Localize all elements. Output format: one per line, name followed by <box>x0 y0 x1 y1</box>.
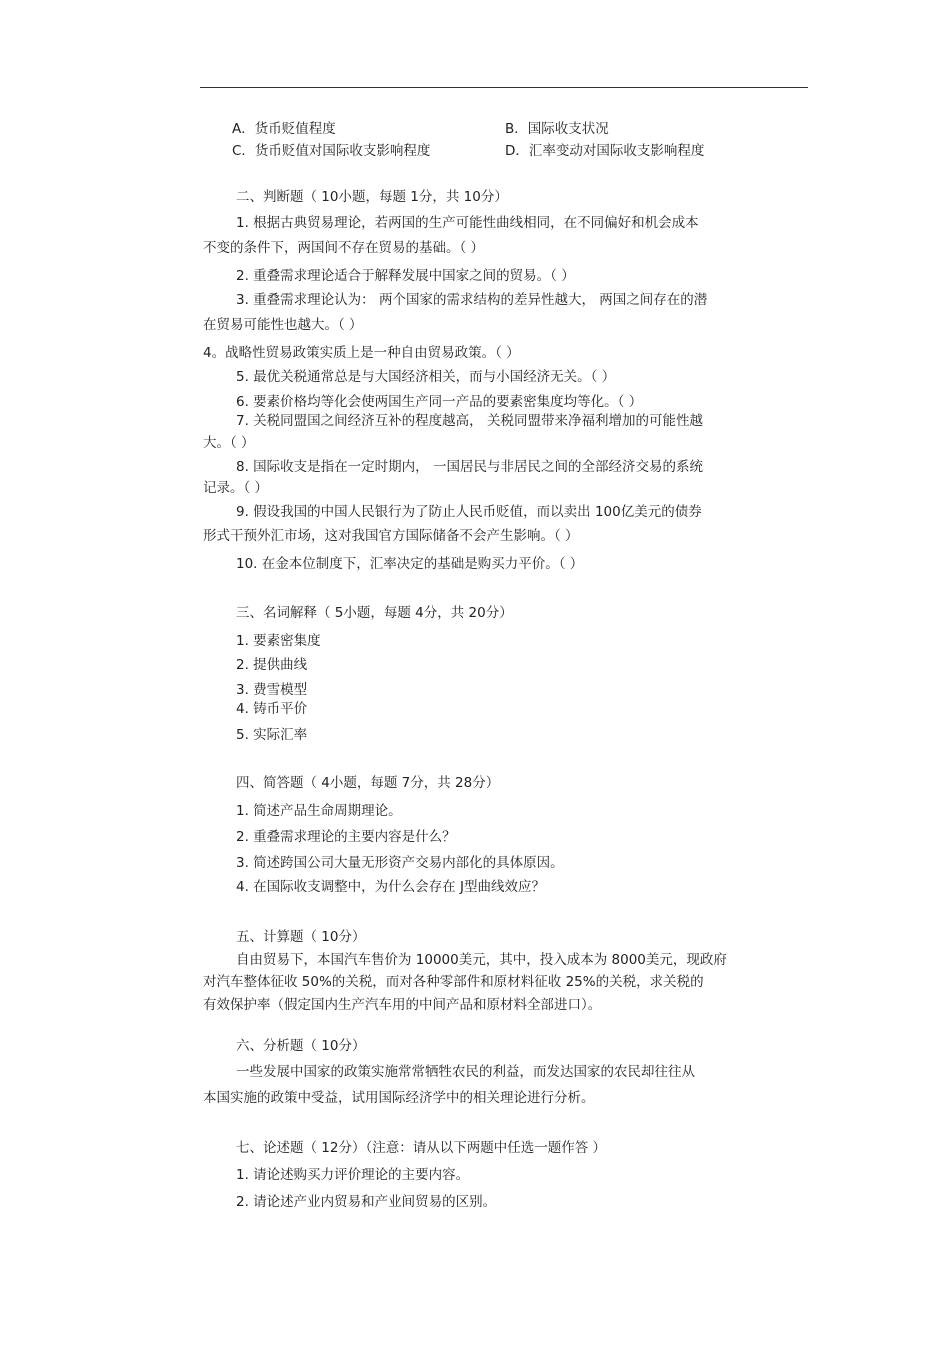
list-item: 4. 铸币平价 <box>236 701 308 717</box>
section7-heading: 七、论述题（ 12分）（注意：请从以下两题中任选一题作答 ） <box>236 1140 607 1156</box>
question-text: 9. 假设我国的中国人民银行为了防止人民币贬值，而以卖出 100亿美元的债券 <box>236 504 702 520</box>
paragraph-line: 一些发展中国家的政策实施常常牺牲农民的利益，而发达国家的农民却往往从 <box>236 1064 695 1080</box>
list-item: 3. 简述跨国公司大量无形资产交易内部化的具体原因。 <box>236 855 564 871</box>
list-item: 5. 实际汇率 <box>236 727 308 743</box>
question-text: 4。战略性贸易政策实质上是一种自由贸易政策。（ ） <box>203 345 520 361</box>
section3-heading: 三、名词解释（ 5小题，每题 4分，共 20分） <box>236 605 513 621</box>
question-text: 在贸易可能性也越大。（ ） <box>203 317 363 333</box>
question-text: 不变的条件下，两国间不存在贸易的基础。（ ） <box>203 240 485 256</box>
option-a: A．货币贬值程度 <box>232 121 336 137</box>
question-text: 大。（ ） <box>203 435 255 451</box>
section4-heading: 四、简答题（ 4小题，每题 7分，共 28分） <box>236 775 500 791</box>
list-item: 4. 在国际收支调整中，为什么会存在 J型曲线效应？ <box>236 879 545 895</box>
question-text: 3. 重叠需求理论认为： 两个国家的需求结构的差异性越大， 两国之间存在的潜 <box>236 292 708 308</box>
list-item: 2. 请论述产业内贸易和产业间贸易的区别。 <box>236 1194 497 1210</box>
question-text: 6. 要素价格均等化会使两国生产同一产品的要素密集度均等化。（ ） <box>236 394 643 410</box>
paragraph-line: 本国实施的政策中受益，试用国际经济学中的相关理论进行分析。 <box>203 1090 595 1106</box>
header-rule <box>200 87 808 88</box>
list-item: 1. 简述产品生命周期理论。 <box>236 803 402 819</box>
question-text: 2. 重叠需求理论适合于解释发展中国家之间的贸易。（ ） <box>236 268 575 284</box>
question-text: 记录。（ ） <box>203 480 269 496</box>
question-text: 1. 根据古典贸易理论，若两国的生产可能性曲线相同，在不同偏好和机会成本 <box>236 215 699 231</box>
section6-heading: 六、分析题（ 10分） <box>236 1038 366 1054</box>
question-text: 7. 关税同盟国之间经济互补的程度越高， 关税同盟带来净福利增加的可能性越 <box>236 413 703 429</box>
paragraph-line: 对汽车整体征收 50%的关税，而对各种零部件和原材料征收 25%的关税，求关税的 <box>203 974 704 990</box>
section5-heading: 五、计算题（ 10分） <box>236 929 366 945</box>
option-b: B．国际收支状况 <box>505 121 609 137</box>
option-c: C．货币贬值对国际收支影响程度 <box>232 143 431 159</box>
list-item: 1. 要素密集度 <box>236 633 321 649</box>
list-item: 3. 费雪模型 <box>236 682 308 698</box>
option-d: D．汇率变动对国际收支影响程度 <box>505 143 705 159</box>
list-item: 1. 请论述购买力评价理论的主要内容。 <box>236 1167 470 1183</box>
question-text: 10. 在金本位制度下，汇率决定的基础是购买力平价。（ ） <box>236 556 584 572</box>
paragraph-line: 有效保护率（假定国内生产汽车用的中间产品和原材料全部进口）。 <box>203 997 602 1013</box>
section2-heading: 二、判断题（ 10小题，每题 1分，共 10分） <box>236 189 508 205</box>
question-text: 5. 最优关税通常总是与大国经济相关，而与小国经济无关。（ ） <box>236 369 616 385</box>
question-text: 形式干预外汇市场，这对我国官方国际储备不会产生影响。（ ） <box>203 528 579 544</box>
list-item: 2. 重叠需求理论的主要内容是什么？ <box>236 829 456 845</box>
question-text: 8. 国际收支是指在一定时期内， 一国居民与非居民之间的全部经济交易的系统 <box>236 459 703 475</box>
paragraph-line: 自由贸易下，本国汽车售价为 10000美元，其中，投入成本为 8000美元，现政府 <box>236 952 727 968</box>
list-item: 2. 提供曲线 <box>236 657 308 673</box>
